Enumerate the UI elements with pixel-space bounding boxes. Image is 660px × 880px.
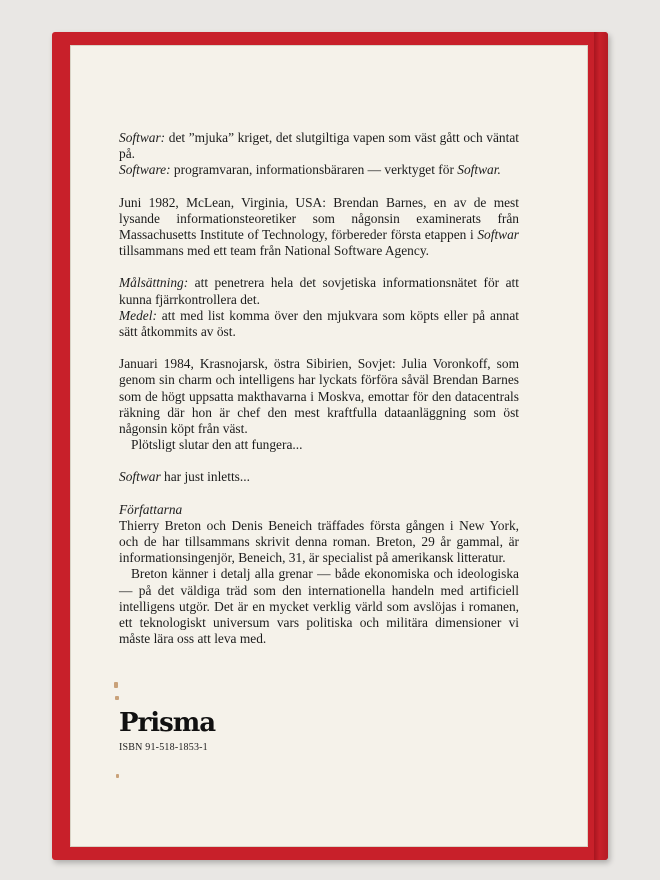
publisher-logo: Prisma xyxy=(119,708,216,738)
text-panel xyxy=(70,45,588,847)
intro-line-1-text: det ”mjuka” kriget, det slutgiltiga vapen som väst gått och väntat på. xyxy=(119,130,519,162)
stain-mark xyxy=(114,682,118,688)
intro-line-2-end: Softwar. xyxy=(457,162,501,178)
means-text: att med list komma över den mjukvara som köpts eller på annat sätt åtkommits av öst. xyxy=(119,307,519,340)
paragraph-1984: Januari 1984, Krasnojarsk, östra Sibirien, Sovjet: Julia Voronkoff, som genom sin charm och intelligens har lyckats förföra såväl Brendan Barnes som de högt uppsatta makthavarna i Moskva, emottar för den datacentrals räkning där hon är chef den mest kraftfulla dataanläggning som öst någonsin köpt från väst. xyxy=(119,356,519,437)
stain-mark xyxy=(116,774,119,778)
paragraph-1982-a: Juni 1982, McLean, Virginia, USA: Brendan Barnes, en av de mest lysande informationsteoretiker som någonsin examinerats från Massachusetts Institute of Technology, förbereder första etappen i xyxy=(119,194,519,243)
authors-paragraph-1: Thierry Breton och Denis Beneich träffades första gången i New York, och de har tillsammans skrivit denna roman. Breton, 29 år gammal, är informationsingenjör, Beneich, 31, är specialist på amerikansk litteratur. xyxy=(119,517,519,566)
paragraph-1984-end: Plötsligt slutar den att fungera... xyxy=(131,437,303,453)
means-line xyxy=(119,308,519,340)
term-softwar: Softwar: xyxy=(119,130,166,145)
intro-line-2-text: programvaran, informationsbäraren — verktyget för xyxy=(170,162,458,178)
goal-line xyxy=(119,275,519,307)
intro-line-2 xyxy=(119,162,519,178)
isbn-number: ISBN 91-518-1853-1 xyxy=(119,742,208,753)
started-text: har just inletts... xyxy=(160,469,250,485)
paragraph-1982-b: tillsammans med ett team från National Software Agency. xyxy=(119,243,429,259)
intro-line-1 xyxy=(119,130,519,162)
authors-heading-text: Författarna xyxy=(119,501,183,517)
started-term: Softwar xyxy=(119,469,161,485)
authors-paragraph-2: Breton känner i detalj alla grenar — både ekonomiska och ideologiska — på det väldiga träd som den internationella handeln med artificiell intelligens utgör. Det är en mycket verklig värld som avslöjas i romanen, ett teknologiskt universum vars politiska och militära dimensioner vi måste lära oss att leva med. xyxy=(119,566,519,647)
goal-text: att penetrera hela det sovjetiska informationsnätet för att kunna fjärrkontrollera det. xyxy=(119,275,519,307)
stain-mark xyxy=(115,696,119,700)
book-back-cover xyxy=(52,32,608,860)
cover-spine-edge xyxy=(594,32,608,860)
blurb-text xyxy=(119,130,519,647)
paragraph-1982-term: Softwar xyxy=(477,227,519,243)
term-software: Software: xyxy=(119,162,171,178)
paragraph-1982 xyxy=(119,195,519,260)
started-line xyxy=(119,469,519,485)
authors-heading xyxy=(119,502,519,518)
means-term: Medel: xyxy=(119,307,157,323)
goal-term: Målsättning: xyxy=(119,275,189,291)
